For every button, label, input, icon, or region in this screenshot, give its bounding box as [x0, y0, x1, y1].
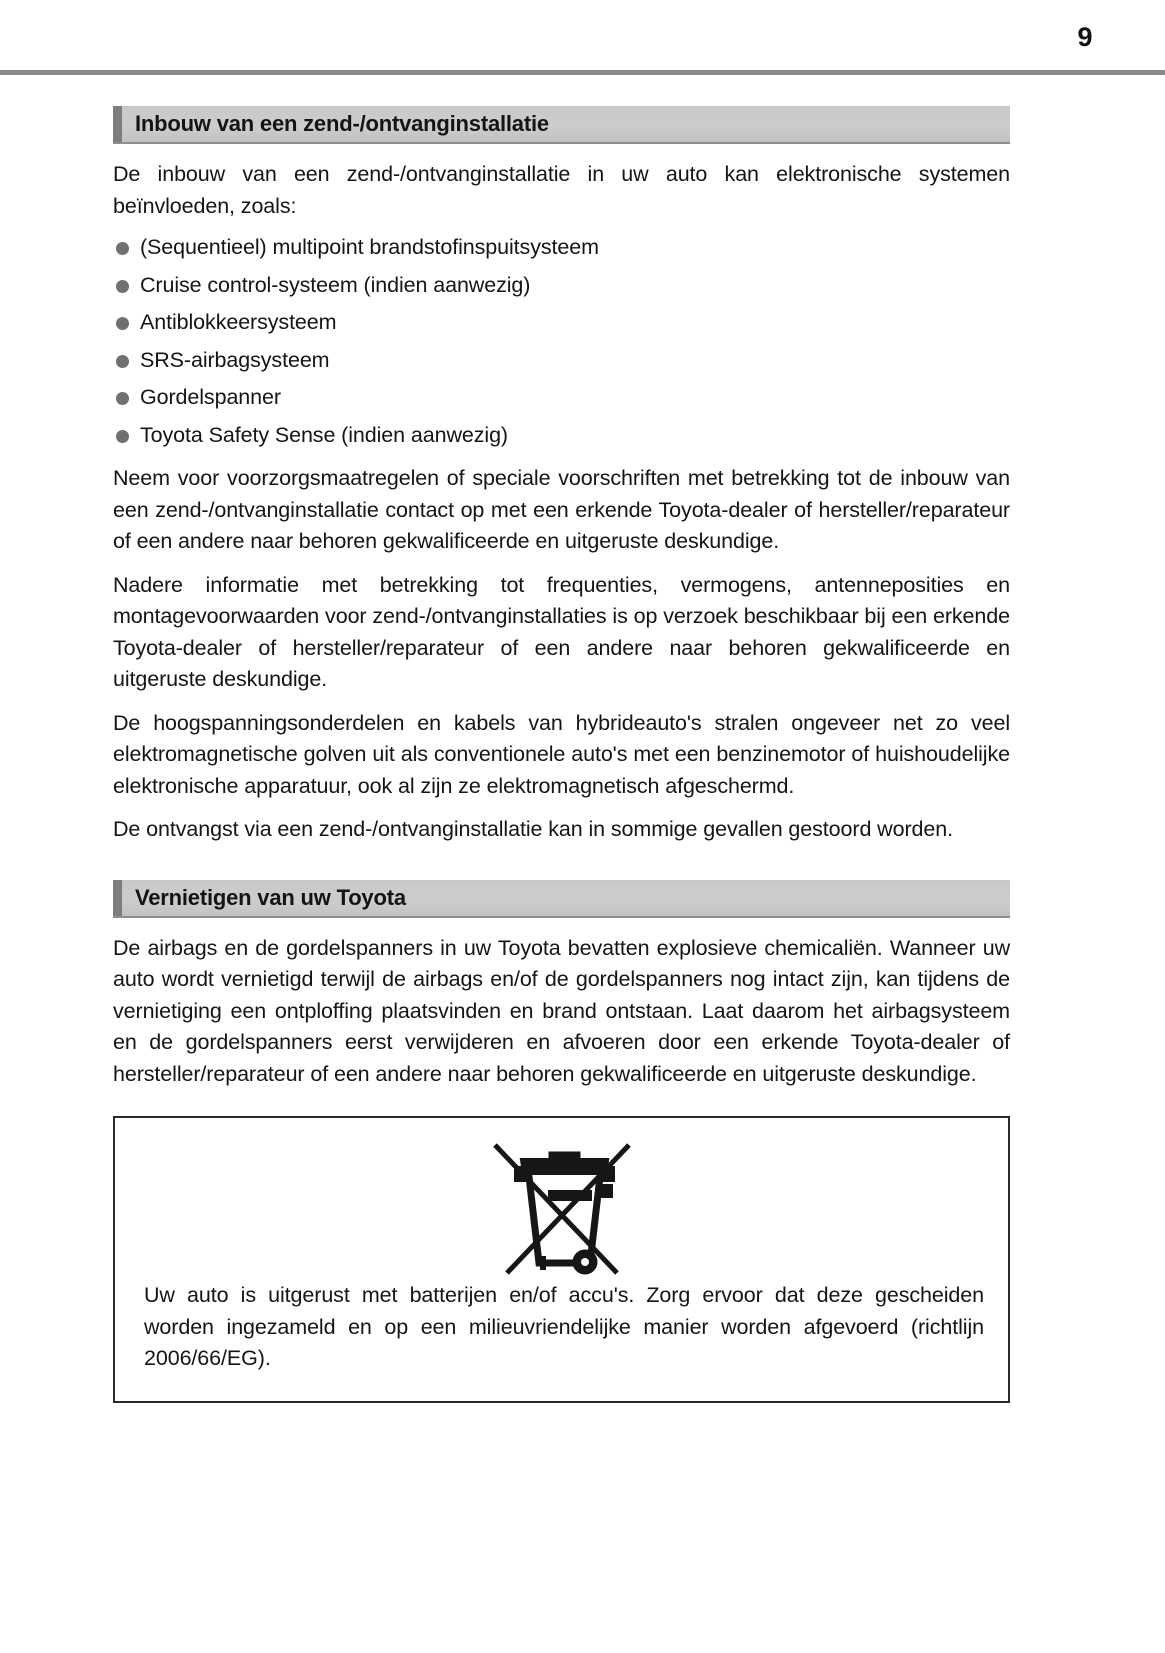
bullet-dot-icon — [116, 280, 129, 293]
affected-systems-list — [113, 232, 1010, 451]
notice-text: Uw auto is uitgerust met batterijen en/of accu's. Zorg ervoor dat deze gescheiden worden ingezameld en op een milieuvriendelijke manier worden afgevoerd (richtlijn 2006/66/EG). — [144, 1283, 984, 1370]
list-item — [113, 420, 1010, 452]
body-paragraph: De airbags en de gordelspanners in uw Toyota bevatten explosieve chemicaliën. Wanneer uw auto wordt vernietigd terwijl de airbags en/of de gordelspanners nog intact zijn, kan tijdens de vernietiging een ontploffing plaatsvinden en brand ontstaan. Laat daarom het airbagsysteem en de gordelspanners eerst verwijderen en afvoeren door een erkende Toyota-dealer of hersteller/reparateur of een andere naar behoren gekwalificeerde en uitgeruste deskundige. — [113, 935, 1010, 1086]
bullet-dot-icon — [116, 317, 129, 330]
page-number: 9 — [1077, 22, 1092, 52]
list-item — [113, 232, 1010, 264]
page-header — [0, 0, 1165, 70]
list-item — [113, 307, 1010, 339]
section-title: Inbouw van een zend-/ontvanginstallatie — [135, 111, 549, 136]
list-item — [113, 345, 1010, 377]
symbol-area — [115, 1118, 1008, 1280]
bullet-dot-icon — [116, 355, 129, 368]
list-item-label: Gordelspanner — [140, 385, 281, 409]
bullet-dot-icon — [116, 430, 129, 443]
section-header-radio-installation — [113, 106, 1010, 142]
list-item-label: SRS-airbagsysteem — [140, 347, 330, 372]
list-item-label: (Sequentieel) multipoint brandstofinspuitsysteem — [140, 235, 599, 259]
list-item-label: Antiblokkeersysteem — [140, 310, 337, 334]
body-paragraph: Neem voor voorzorgsmaatregelen of speciale voorschriften met betrekking tot de inbouw van een zend-/ontvanginstallatie contact op met een erkende Toyota-dealer of hersteller/reparateur of een andere naar behoren gekwalificeerde en uitgeruste deskundige. — [113, 466, 1010, 553]
crossed-out-wheelie-bin-icon — [487, 1123, 637, 1275]
list-item — [113, 382, 1010, 414]
list-item — [113, 270, 1010, 302]
battery-disposal-notice-box — [113, 1116, 1010, 1403]
list-item-label: Toyota Safety Sense (indien aanwezig) — [140, 422, 508, 447]
body-paragraph: De ontvangst via een zend-/ontvanginstallatie kan in sommige gevallen gestoord worden. — [113, 817, 953, 841]
body-paragraph: De hoogspanningsonderdelen en kabels van hybrideauto's stralen ongeveer net zo veel elektromagnetische golven uit als conventionele auto's met een benzinemotor of huishoudelijke elektronische apparatuur, ook al zijn ze elektromagnetisch afgeschermd. — [113, 710, 1010, 798]
bullet-dot-icon — [116, 392, 129, 405]
section-header-vehicle-disposal — [113, 880, 1010, 916]
list-item-label: Cruise control-systeem (indien aanwezig) — [140, 272, 531, 297]
header-divider-rule — [0, 70, 1165, 75]
page-content — [0, 106, 1165, 1403]
section-title: Vernietigen van uw Toyota — [135, 884, 406, 910]
section-intro-paragraph: De inbouw van een zend-/ontvanginstallatie in uw auto kan elektronische systemen beïnvloeden, zoals: — [113, 162, 1010, 218]
bullet-dot-icon — [116, 242, 129, 255]
body-paragraph: Nadere informatie met betrekking tot frequenties, vermogens, antenneposities en montagevoorwaarden voor zend-/ontvanginstallaties is op verzoek beschikbaar bij een erkende Toyota-dealer of hersteller/reparateur of een andere naar behoren gekwalificeerde en uitgeruste deskundige. — [113, 572, 1010, 691]
